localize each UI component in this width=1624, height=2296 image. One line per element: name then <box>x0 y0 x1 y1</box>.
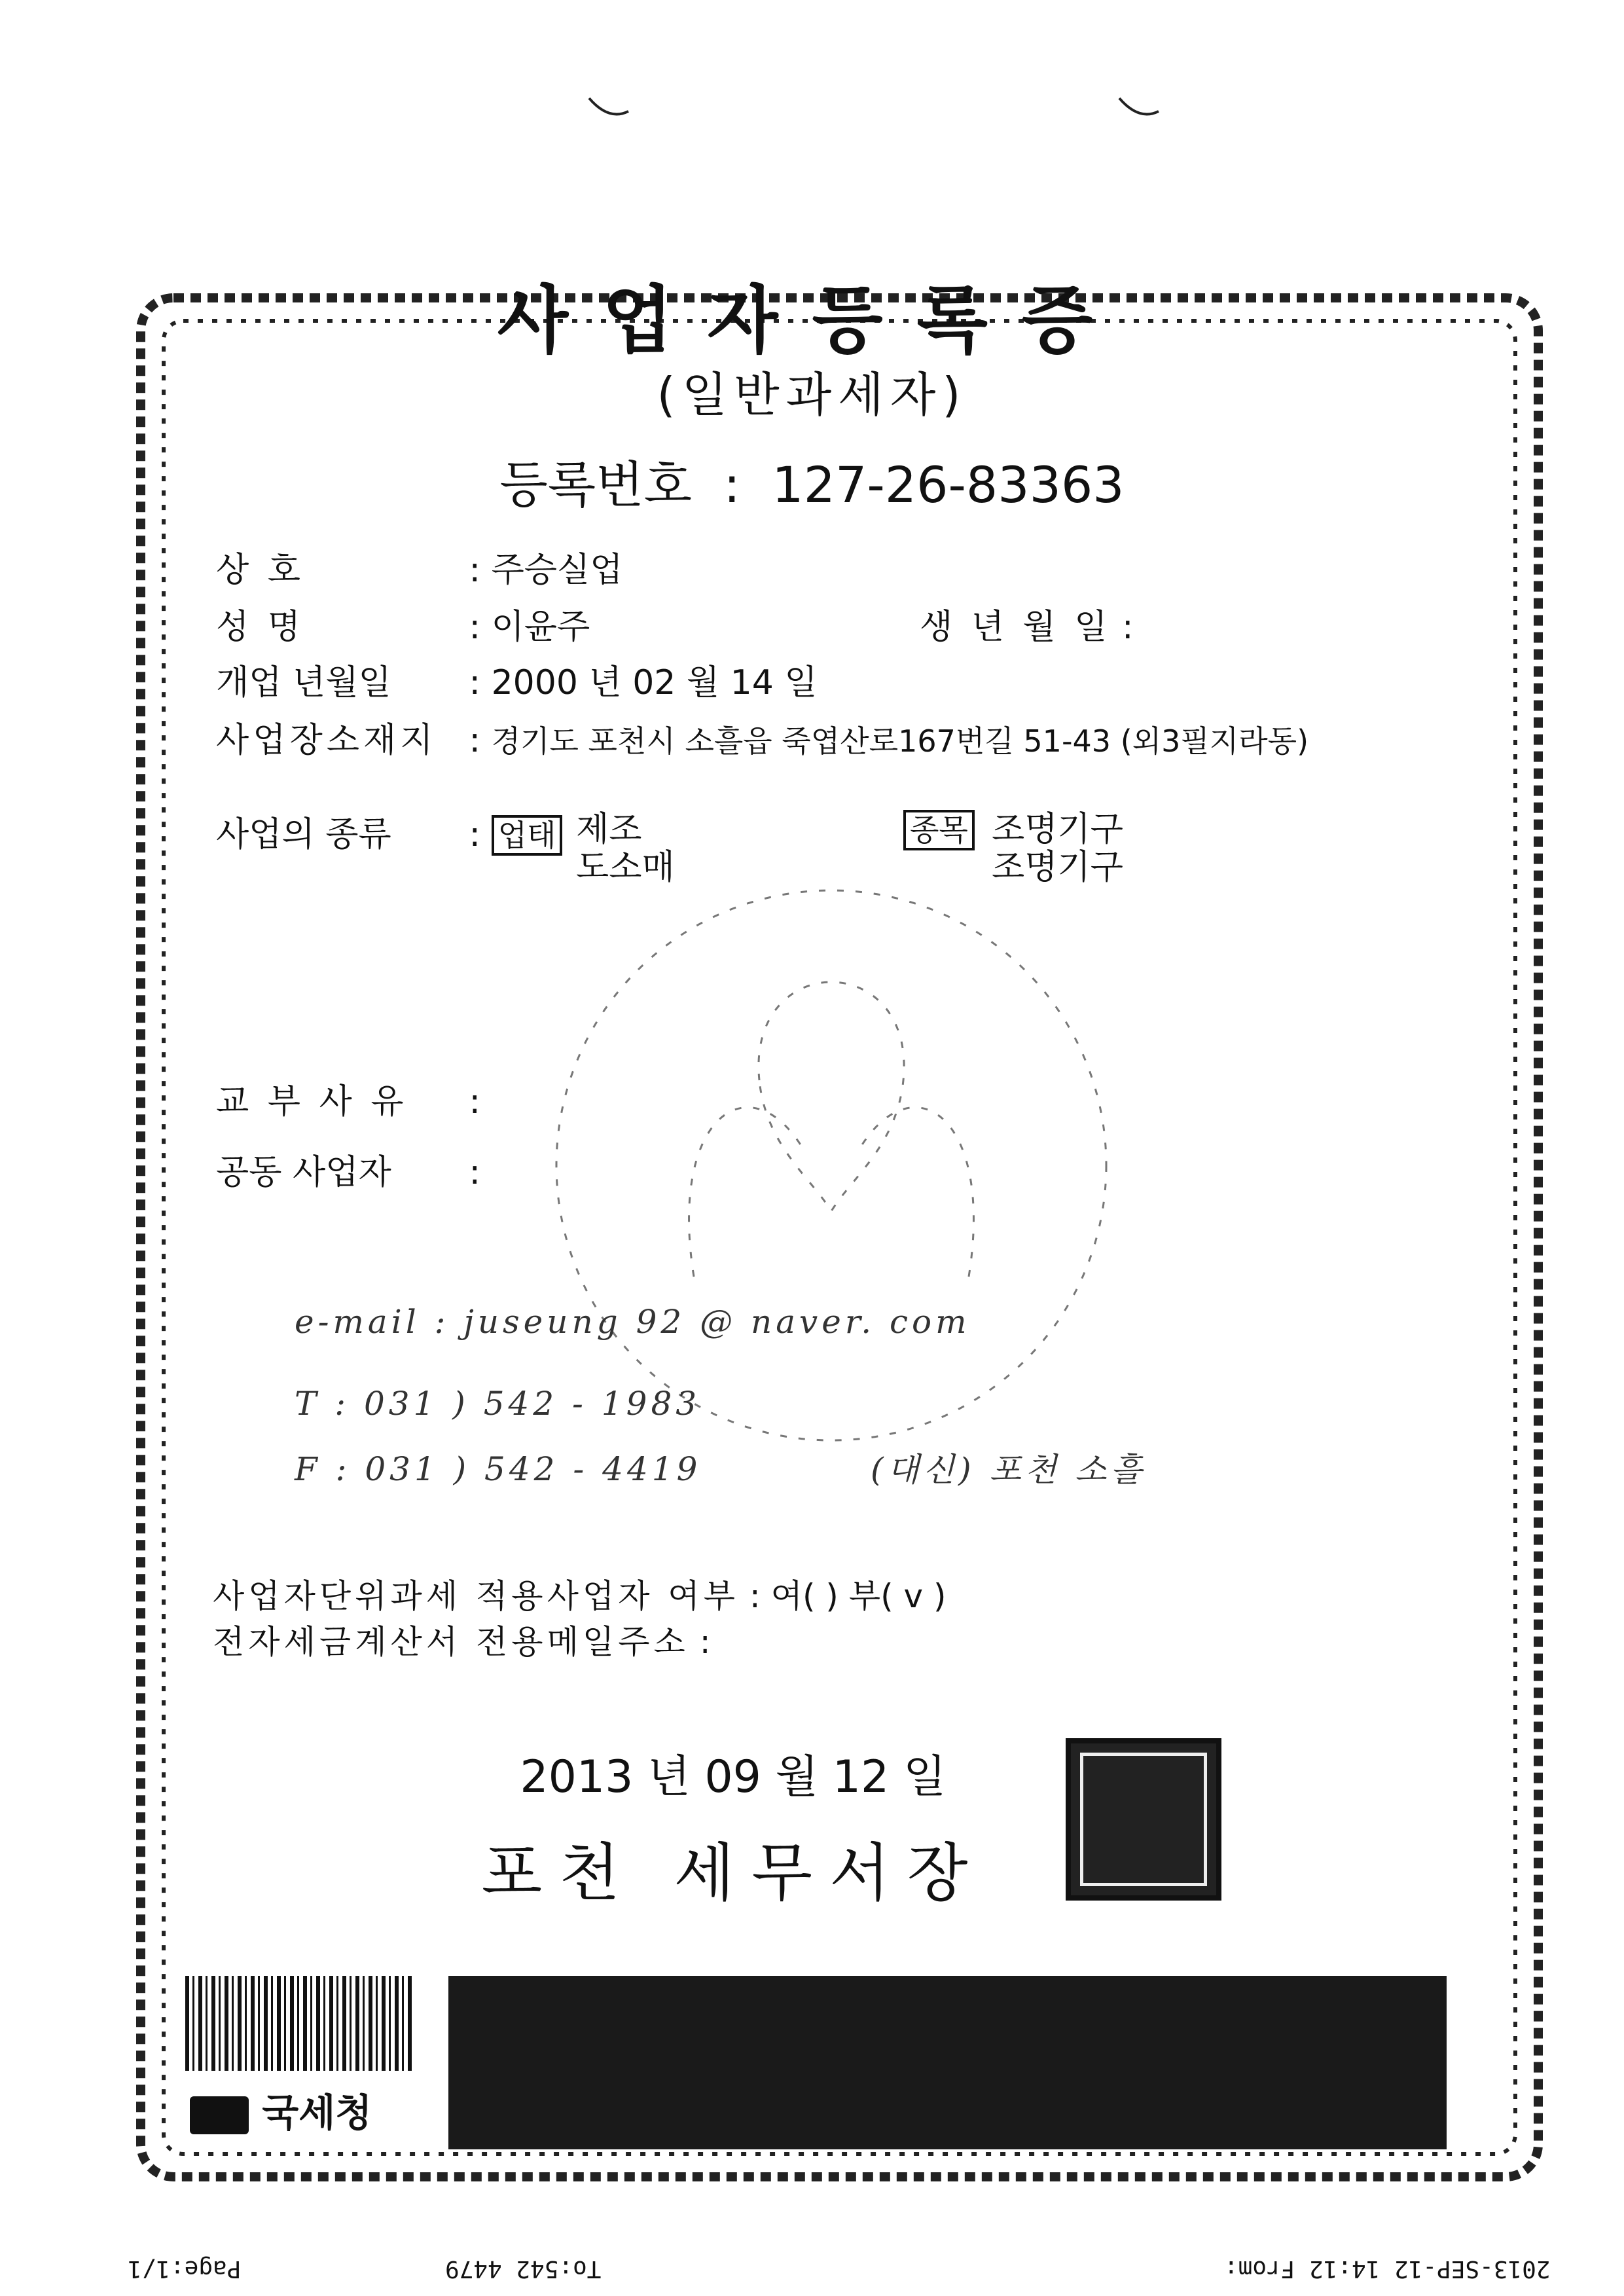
handwritten-note: (대신) 포천 소흘 <box>871 1451 1146 1489</box>
tax-unit-label: 사업자단위과세 적용사업자 여부 <box>213 1577 739 1615</box>
fax-footer-page: Page:1/1 <box>128 2255 242 2282</box>
colon: : <box>458 721 492 760</box>
owner-row <box>216 599 590 648</box>
registration-number-value: 127-26-83363 <box>772 456 1125 514</box>
punch-mark-left <box>589 98 628 115</box>
category-values <box>576 811 675 886</box>
nts-logo-text: 국세청 <box>262 2090 372 2135</box>
reissue-label: 교 부 사 유 <box>216 1082 408 1121</box>
category-box: 업태 <box>492 815 563 856</box>
location-value: 경기도 포천시 소흘읍 죽엽산로167번길 51-43 (외3필지라동) <box>491 723 1309 759</box>
colon: : <box>1111 608 1134 647</box>
issuing-office: 포천 세무서장 <box>481 1836 985 1910</box>
watermark-emblem <box>556 890 1106 1440</box>
location-row <box>216 712 1308 761</box>
document-subtitle: (일반과세자) <box>657 367 967 422</box>
redacted-block <box>448 1976 1447 2149</box>
handwritten-fax: F : 031 ) 542 - 4419 <box>295 1450 702 1488</box>
joint-label: 공동 사업자 <box>216 1153 391 1192</box>
issue-date: 2013 년 09 월 12 일 <box>520 1751 947 1803</box>
owner-label: 성 명 <box>216 608 304 647</box>
barcode <box>185 1976 414 2071</box>
tax-unit-no: 부( v ) <box>848 1577 947 1615</box>
trade-name-value: 주승실업 <box>491 551 623 590</box>
open-date-row <box>216 655 818 704</box>
birth-row <box>920 599 1134 648</box>
colon: : <box>689 1623 711 1661</box>
reissue-row <box>216 1074 480 1123</box>
category-value: 도소매 <box>576 848 675 887</box>
colon: : <box>458 608 492 647</box>
category-value: 제조 <box>576 810 642 849</box>
business-type-row <box>216 807 562 856</box>
item-value: 조명기구 <box>992 848 1123 887</box>
item-box: 종목 <box>903 810 975 850</box>
colon: : <box>458 1153 481 1192</box>
open-date-value: 2000 년 02 월 14 일 <box>491 663 818 702</box>
fax-footer-to: To:542 4479 <box>445 2255 602 2282</box>
tax-unit-yes: 여( ) <box>770 1577 839 1615</box>
colon: : <box>458 815 492 854</box>
open-date-label: 개업 년월일 <box>216 663 391 702</box>
fax-footer-from: 2013-SEP-12 14:12 From: <box>1224 2255 1551 2282</box>
joint-row <box>216 1144 480 1194</box>
registration-number-row <box>0 445 1624 517</box>
colon: : <box>458 551 492 590</box>
item-box-wrap <box>903 807 975 850</box>
handwritten-email: e-mail : juseung 92 @ naver. com <box>295 1303 971 1341</box>
official-seal <box>1066 1738 1221 1901</box>
tax-unit-row <box>213 1570 946 1617</box>
item-values <box>992 811 1123 886</box>
colon: : <box>739 1577 771 1615</box>
colon: : <box>458 663 492 702</box>
registration-number-label: 등록번호 <box>499 456 692 514</box>
trade-name-row <box>216 542 623 591</box>
registration-number-colon: : <box>708 456 757 514</box>
nts-logo <box>190 2082 372 2137</box>
seal-inner-border <box>1080 1753 1207 1886</box>
birth-label: 생 년 월 일 <box>920 608 1111 647</box>
document-title: 사업자등록증 <box>497 278 1127 363</box>
colon: : <box>458 1082 481 1121</box>
tax-email-row <box>213 1616 711 1663</box>
location-label: 사업장소재지 <box>216 721 437 760</box>
tax-email-label: 전자세금계산서 전용메일주소 <box>213 1623 689 1661</box>
owner-value: 이윤주 <box>491 608 590 647</box>
handwritten-tel: T : 031 ) 542 - 1983 <box>295 1385 701 1423</box>
nts-emblem-icon <box>190 2096 249 2134</box>
punch-mark-right <box>1119 98 1159 115</box>
item-value: 조명기구 <box>992 810 1123 849</box>
business-type-label: 사업의 종류 <box>216 815 391 854</box>
trade-name-label: 상 호 <box>216 551 304 590</box>
